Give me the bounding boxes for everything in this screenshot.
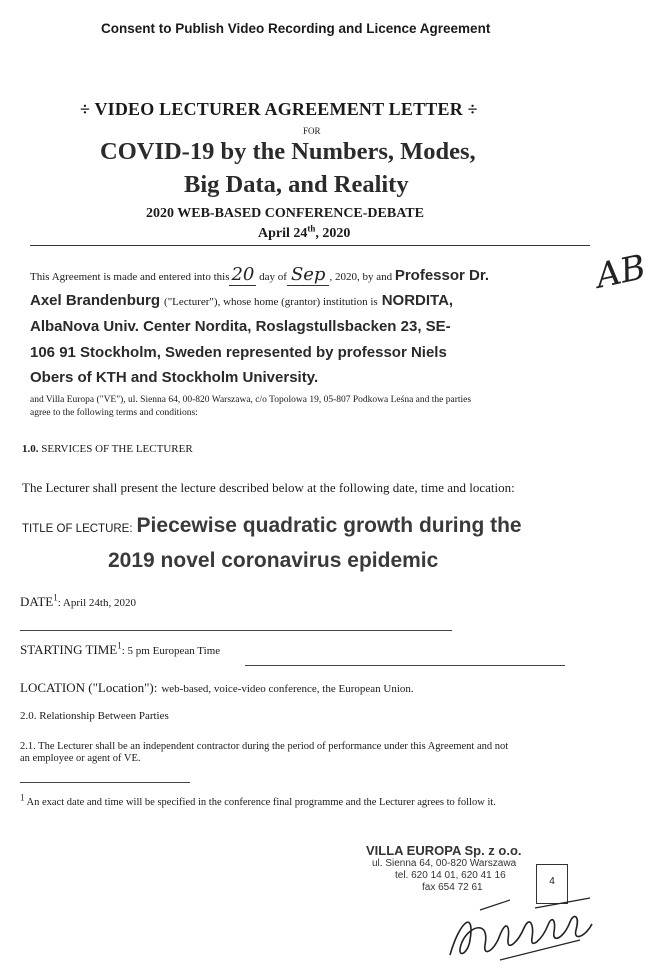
handwritten-month: Sep (287, 264, 330, 286)
start-time-underline (245, 665, 565, 666)
agreement-day-of: day of (259, 271, 287, 283)
institution-name: NORDITA, (381, 292, 454, 309)
location-value: web-based, voice-video conference, the European Union. (161, 683, 414, 695)
section-2-heading: 2.0. Relationship Between Parties (20, 710, 169, 722)
footnote (20, 792, 496, 808)
agreement-line-4: 106 91 Stockholm, Sweden represented by professor Niels (30, 344, 447, 361)
lecture-title-text-1: Piecewise quadratic growth during the (136, 514, 522, 537)
margin-initials: AB (592, 247, 650, 297)
conference-date (258, 223, 351, 242)
footnote-divider (20, 782, 190, 783)
date-underline (20, 630, 452, 631)
agreement-line-2 (30, 292, 453, 310)
conference-date-year: , 2020 (315, 226, 351, 241)
for-label: FOR (303, 126, 321, 136)
section-2-1-line-1: 2.1. The Lecturer shall be an independent contractor during the period of performance under this Agreement and not (20, 741, 509, 752)
start-time-footnote-mark: 1 (117, 640, 122, 651)
lecturer-institution-intro: ("Lecturer"), whose home (grantor) institution is (164, 296, 378, 308)
lecture-title-text-2: 2019 novel coronavirus epidemic (108, 549, 439, 572)
date-footnote-mark: 1 (53, 592, 58, 603)
page-number: 4 (549, 876, 555, 887)
start-time-label: STARTING TIME (20, 642, 118, 657)
section-1-heading (22, 443, 193, 455)
section-1-title: SERVICES OF THE LECTURER (41, 443, 193, 455)
agreement-line-1 (30, 264, 489, 285)
conference-date-sup: th (307, 223, 316, 234)
conference-title-line1: COVID-19 by the Numbers, Modes, (100, 138, 476, 165)
conference-title-line2: Big Data, and Reality (184, 171, 409, 198)
date-line (20, 594, 136, 610)
signature (440, 880, 600, 970)
date-value: : April 24th, 2020 (57, 597, 136, 609)
stamp-fax: fax 654 72 61 (422, 882, 483, 893)
section-1-text: The Lecturer shall present the lecture described below at the following date, time and location: (22, 480, 515, 495)
agreement-line-5: Obers of KTH and Stockholm University. (30, 369, 319, 386)
conference-date-main: April 24 (258, 226, 308, 241)
conference-subtitle: 2020 WEB-BASED CONFERENCE-DEBATE (146, 206, 424, 221)
agreement-line-7: agree to the following terms and conditions: (30, 408, 198, 418)
document-header: Consent to Publish Video Recording and Licence Agreement (101, 21, 491, 36)
agreement-intro: This Agreement is made and entered into this (30, 271, 230, 283)
start-time-line (20, 642, 220, 658)
location-line (20, 679, 414, 697)
heading-divider (30, 245, 590, 246)
start-time-value: : 5 pm European Time (121, 645, 221, 657)
stamp-address: ul. Sienna 64, 00-820 Warszawa (372, 858, 517, 869)
lecture-title-line-1 (22, 514, 522, 538)
handwritten-day: 20 (231, 264, 255, 285)
agreement-line-3: AlbaNova Univ. Center Nordita, Roslagstullsbacken 23, SE- (30, 318, 451, 335)
lecture-title-label: TITLE OF LECTURE: (22, 523, 133, 535)
section-1-number: 1.0. (22, 443, 39, 455)
stamp-tel: tel. 620 14 01, 620 41 16 (395, 870, 506, 881)
location-label: LOCATION ("Location"): (20, 680, 158, 695)
letter-heading: ÷ VIDEO LECTURER AGREEMENT LETTER ÷ (80, 99, 478, 119)
footnote-number: 1 (20, 792, 25, 803)
lecturer-title: Professor Dr. (394, 267, 490, 284)
footnote-text: An exact date and time will be specified in the conference final programme and the Lecturer agrees to follow it. (26, 797, 496, 808)
date-label: DATE (20, 594, 54, 609)
agreement-year: , 2020, by and (329, 271, 393, 283)
section-2-1-line-2: an employee or agent of VE. (20, 753, 141, 764)
lecturer-name: Axel Brandenburg (30, 292, 161, 309)
stamp-company-name: VILLA EUROPA Sp. z o.o. (366, 843, 522, 858)
agreement-line-6: and Villa Europa ("VE"), ul. Sienna 64, 00-820 Warszawa, c/o Topolowa 19, 05-807 Podkowa Leśna and the parties (30, 395, 472, 405)
